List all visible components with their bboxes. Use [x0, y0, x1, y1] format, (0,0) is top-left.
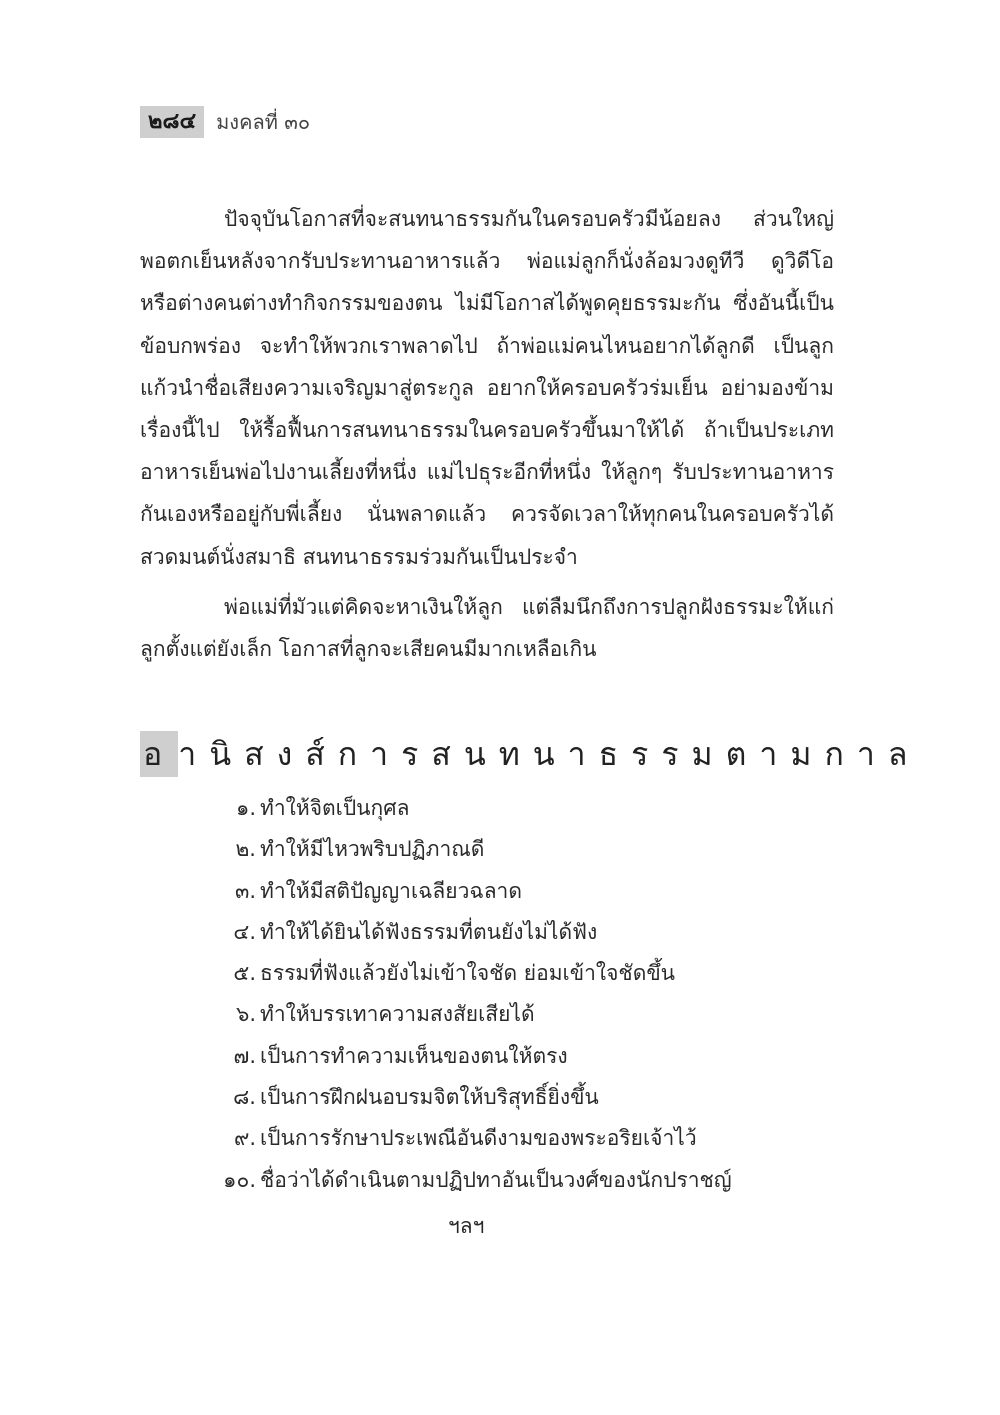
list-item-text: เป็นการฝึกฝนอบรมจิตให้บริสุทธิ์ยิ่งขึ้น	[260, 1085, 599, 1110]
list-item	[200, 1160, 732, 1201]
list-item-text: ทำให้ได้ยินได้ฟังธรรมที่ตนยังไม่ได้ฟัง	[260, 919, 598, 944]
list-item-text: ชื่อว่าได้ดำเนินตามปฏิปทาอันเป็นวงศ์ของนักปราชญ์	[260, 1167, 732, 1192]
list-item-text: ธรรมที่ฟังแล้วยังไม่เข้าใจชัด ย่อมเข้าใจชัดขึ้น	[260, 961, 676, 986]
page-header	[140, 106, 310, 138]
list-item-text: ทำให้มีสติปัญญาเฉลียวฉลาด	[260, 878, 522, 903]
list-item-number: ๑๐.	[223, 1167, 256, 1192]
list-item-number: ๖.	[235, 1002, 256, 1027]
body-text	[140, 198, 834, 670]
section-heading-text: านิสงส์การสนทนาธรรมตามกาล	[178, 735, 921, 773]
list-item	[200, 871, 732, 912]
section-heading	[140, 730, 921, 778]
list-item-text: เป็นการรักษาประเพณีอันดีงามของพระอริยเจ้าไว้	[260, 1126, 697, 1151]
list-item	[200, 953, 732, 994]
list-item-number: ๕.	[233, 961, 256, 986]
list-item	[200, 1036, 732, 1077]
list-item-text: ทำให้บรรเทาความสงสัยเสียได้	[260, 1002, 535, 1027]
list-item-number: ๗.	[233, 1043, 256, 1068]
paragraph: พ่อแม่ที่มัวแต่คิดจะหาเงินให้ลูก แต่ลืมนึกถึงการปลูกฝังธรรมะให้แก่ลูกตั้งแต่ยังเล็ก โอกาสที่ลูกจะเสียคนมีมากเหลือเกิน	[140, 594, 834, 662]
list-item-number: ๔.	[233, 919, 256, 944]
list-item-number: ๙.	[233, 1126, 256, 1151]
chapter-label: มงคลที่ ๓๐	[216, 110, 311, 134]
list-item-number: ๘.	[233, 1085, 256, 1110]
section-heading-initial: อ	[140, 731, 178, 777]
list-item-number: ๓.	[234, 878, 256, 903]
list-item	[200, 994, 732, 1035]
list-item-number: ๑.	[235, 796, 256, 820]
page-number: ๒๘๔	[140, 106, 204, 138]
list-item	[200, 1118, 732, 1159]
list-item-text: ทำให้จิตเป็นกุศล	[260, 796, 410, 820]
list-item	[200, 912, 732, 953]
list-item	[200, 829, 732, 870]
list-item-number: ๒.	[235, 837, 256, 862]
etc-marker: ฯลฯ	[448, 1214, 485, 1238]
list-item	[200, 788, 732, 829]
list-item	[200, 1077, 732, 1118]
list-item-text: ทำให้มีไหวพริบปฏิภาณดี	[260, 837, 485, 862]
paragraph: ปัจจุบันโอกาสที่จะสนทนาธรรมกันในครอบครัวมีน้อยลง ส่วนใหญ่พอตกเย็นหลังจากรับประทานอาหารแล้ว พ่อแม่ลูกก็นั่งล้อมวงดูทีวี ดูวิดีโอ หรือต่างคนต่างทำกิจกรรมของตน ไม่มีโอกาสได้พูดคุยธรรมะกัน ซึ่งอันนี้เป็นข้อบกพร่อง จะทำให้พวกเราพลาดไป ถ้าพ่อแม่คนไหนอยากได้ลูกดี เป็นลูกแก้วนำชื่อเสียงความเจริญมาสู่ตระกูล อยากให้ครอบครัวร่มเย็น อย่ามองข้ามเรื่องนี้ไป ให้รื้อฟื้นการสนทนาธรรมในครอบครัวขึ้นมาให้ได้ ถ้าเป็นประเภทอาหารเย็นพ่อไปงานเลี้ยงที่หนึ่ง แม่ไปธุระอีกที่หนึ่ง ให้ลูกๆ รับประทานอาหารกันเองหรืออยู่กับพี่เลี้ยง นั่นพลาดแล้ว ควรจัดเวลาให้ทุกคนในครอบครัวได้สวดมนต์นั่งสมาธิ สนทนาธรรมร่วมกันเป็นประจำ	[140, 207, 834, 569]
benefit-list	[200, 788, 732, 1201]
list-item-text: เป็นการทำความเห็นของตนให้ตรง	[260, 1043, 568, 1068]
